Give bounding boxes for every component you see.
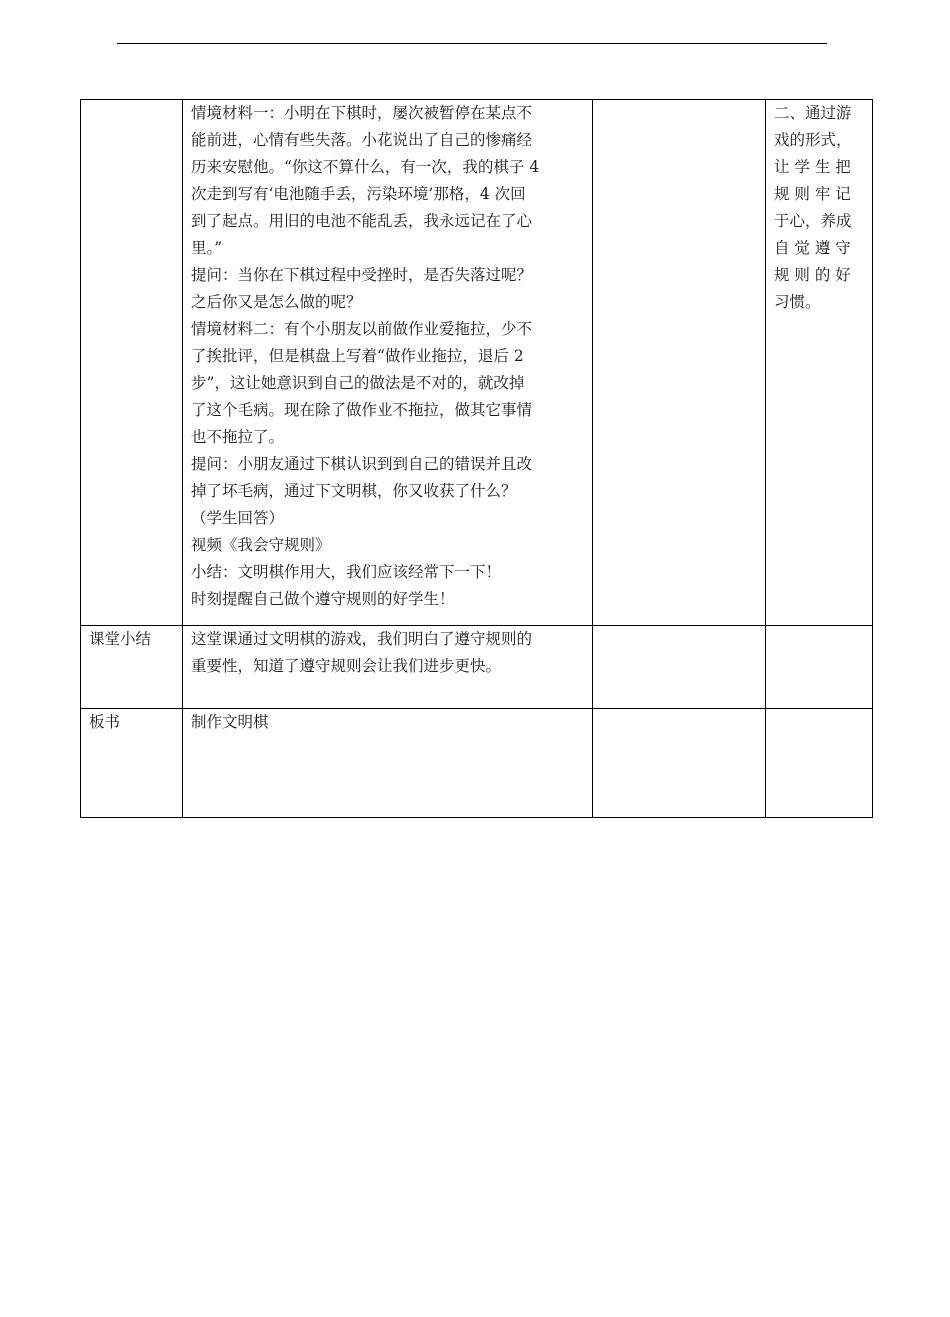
content-line: 了这个毛病。现在除了做作业不拖拉，做其它事情 [191,401,533,419]
table-row-summary [81,626,873,709]
content-line: 之后你又是怎么做的呢？ [191,293,362,311]
board-label: 板书 [81,709,183,818]
stage-cell-empty [81,100,183,626]
summary-line: 重要性，知道了遵守规则会让我们进步更快。 [191,657,502,675]
content-line: 掉了坏毛病，通过下文明棋，你又收获了什么？ [191,482,517,500]
design-intent-cell [766,100,873,626]
table-row-board [81,709,873,818]
summary-label: 课堂小结 [81,626,183,709]
summary-line: 这堂课通过文明棋的游戏，我们明白了遵守规则的 [191,630,533,648]
content-line: 提问：小朋友通过下棋认识到到自己的错误并且改 [191,455,533,473]
summary-cell-empty [593,626,766,709]
board-intent-empty [766,709,873,818]
content-line: 情境材料一：小明在下棋时，屡次被暂停在某点不 [191,104,533,122]
table-row-activity [81,100,873,626]
content-line: 里。” [191,239,223,257]
content-line: 也不拖拉了。 [191,428,285,446]
student-activity-cell-empty [593,100,766,626]
content-line: （学生回答） [191,509,285,527]
lesson-plan-table [80,99,873,818]
header-rule [117,43,827,44]
summary-content-cell [183,626,593,709]
intent-line: 习惯。 [774,293,821,311]
content-line: 步”，这让她意识到自己的做法是不对的，就改掉 [191,374,525,392]
content-line: 视频《我会守规则》 [191,536,331,554]
content-line: 次走到写有‘电池随手丢，污染环境’那格，4 次回 [191,185,526,203]
activity-content-cell [183,100,593,626]
intent-line: 规 则 牢 记 [774,185,851,203]
content-line: 情境材料二：有个小朋友以前做作业爱拖拉，少不 [191,320,533,338]
board-content: 制作文明棋 [183,709,593,818]
intent-line: 二、通过游 [774,104,852,122]
intent-line: 自 觉 遵 守 [774,239,851,257]
summary-intent-empty [766,626,873,709]
intent-line: 规 则 的 好 [774,266,851,284]
content-line: 提问：当你在下棋过程中受挫时，是否失落过呢？ [191,266,533,284]
intent-line: 戏的形式， [774,131,852,149]
content-line: 到了起点。用旧的电池不能乱丢，我永远记在了心 [191,212,533,230]
content-line: 小结：文明棋作用大，我们应该经常下一下！ [191,563,502,581]
intent-line: 于心，养成 [774,212,852,230]
content-line: 了挨批评，但是棋盘上写着“做作业拖拉，退后 2 [191,347,524,365]
content-line: 时刻提醒自己做个遵守规则的好学生！ [191,590,455,608]
intent-line: 让 学 生 把 [774,158,851,176]
content-line: 能前进，心情有些失落。小花说出了自己的惨痛经 [191,131,533,149]
content-line: 历来安慰他。“你这不算什么，有一次，我的棋子 4 [191,158,540,176]
board-cell-empty [593,709,766,818]
